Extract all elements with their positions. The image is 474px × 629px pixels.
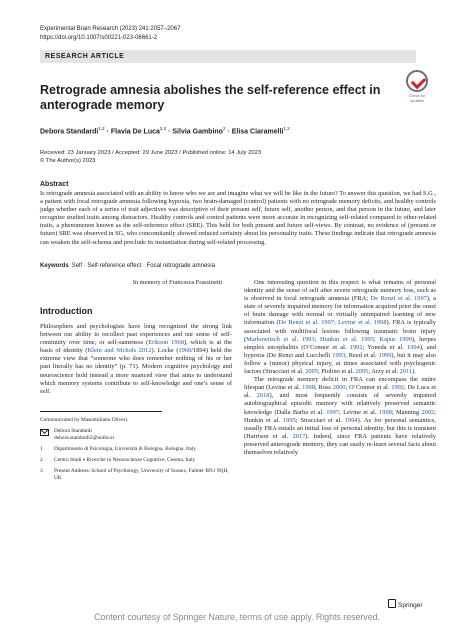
communicated-by: Communicated by Massimiliano Oliveri. [40, 416, 129, 423]
affiliation-text: Dipartimento di Psicologia, Università di Bologna, Bologna, Italy [54, 445, 196, 452]
citation-link[interactable]: Klein and Nichols 2012 [87, 347, 152, 355]
affiliation-number: 3 [40, 467, 43, 474]
check-for-updates-button[interactable] [402, 70, 432, 103]
citation-link[interactable]: 2002 [421, 408, 435, 416]
publisher-logo [388, 599, 423, 610]
footnote-divider [40, 411, 162, 412]
journal-header [40, 25, 180, 43]
abstract-heading: Abstract [40, 181, 69, 188]
citation-link[interactable]: 1995 [282, 416, 296, 424]
affiliation-text: Present Address: School of Psychology, University of Sussex, Falmer BN1 9QH, UK [54, 467, 229, 481]
affiliation-number: 2 [40, 456, 43, 463]
publication-history: Received: 23 January 2023 / Accepted: 29 June 2023 / Published online: 14 July 2023 [40, 150, 262, 156]
check-updates-label: Check for updates [408, 93, 426, 103]
citation-link[interactable]: 1960 [178, 347, 192, 355]
affiliation-item [40, 446, 232, 453]
springer-horse-icon [388, 599, 396, 608]
abstract-body: Is retrograde amnesia associated with an ability to know who we are and imagine what we will be like in the future? To answer this question, we had S.G., a patient with focal retrograde amnesia following hypoxia, two brain-damaged (control) patients with no retrograde memory deficits, and healthy controls judge whether each of a series of trait adjectives was descriptive of their present self, future self, another person, and that person in the future, and later recognize studied traits among distractors. Healthy controls and control patients were more accurate in recognizing self-related compared to other-related traits, a phenomenon known as the self-reference effect (SRE). This held for both present and future self-views. By contrast, no evidence of (present or future) SRE was observed in SG, who concomitantly showed reduced certainty about his personality traits. These findings indicate that retrograde amnesia can weaken the self-schema and preclude its instantiation during self-related processing. [40, 190, 436, 246]
citation-link[interactable]: 1994 [407, 343, 420, 351]
author-affiliation-sup: 1,2 [98, 126, 105, 131]
corresponding-name: Debora Standardi [54, 427, 92, 434]
citation-link[interactable]: 2005 [305, 368, 318, 376]
citation-link[interactable]: 2018 [256, 392, 270, 400]
citation-link[interactable]: 1993 [332, 351, 346, 359]
footer-credit: Content courtesy of Springer Nature, terms of use apply. Rights reserved. [94, 612, 380, 622]
citation-link[interactable]: 2017 [292, 432, 306, 440]
citation-link[interactable]: 2011 [399, 368, 413, 376]
citation-link[interactable]: 1992 [349, 343, 363, 351]
introduction-paragraph: Philosophers and psychologists have long recognized the strong link between our ability to recollect past experiences and our sense of self-continuity over time, or self-sameness (Erikson 1968), which is at the basis of identity (Klein and Nichols 2012). Locke (1960/1894) held the extreme view that “someone who does remember nothing of his or her past literally has no identity” (p. 71). Modern cognitive psychology and neuroscience hold instead a more nuanced view that aims to understand which memory systems contribute to self-knowledge and one’s sense of self. [40, 323, 232, 395]
publisher-name: Springer [398, 602, 423, 609]
left-column [40, 279, 232, 482]
publication-dates [40, 149, 261, 165]
citation-link[interactable]: De Renzi et al. 1997; Levine et al. 1998 [278, 319, 387, 327]
envelope-icon [40, 429, 49, 436]
corresponding-author [40, 428, 232, 442]
author-name[interactable]: Elisa Ciaramelli [231, 128, 284, 136]
body-paragraph: The retrograde memory deficit in FRA can encompass the entire lifespan (Levine et al. 1998; Ross 2000; O’Connor et al. 1992; De Luca et al. 2018), and most frequently consists of severely impaired autobiographical episodic memory with relatively preserved semantic knowledge (Dalla Barba et al. 1997; Levine et al. 1998; Manning 2002; Hunkin et al. 1995; Stracciari et al. 1994). As for personal semantics, usually FRA entails an initial loss of personal identity, but this is transient (Harrison et al. 2017). Indeed, since FRA patients have relatively preserved anterograde memory, they can easily re-learn several facts about themselves relatively [244, 376, 437, 456]
citation-link[interactable]: 1998 [378, 408, 392, 416]
article-title: Retrograde amnesia abolishes the self-reference effect in anterograde memory [40, 83, 381, 112]
author-affiliation-sup: 1,2 [283, 126, 290, 131]
dedication: In memory of Francesca Frassinetti [132, 279, 222, 286]
keywords-list: Self · Self-reference effect · Focal retrograde amnesia [71, 263, 215, 269]
citation-link[interactable]: 1997 [326, 408, 339, 416]
author-name[interactable]: Debora Standardi [40, 128, 99, 136]
affiliation-item [40, 468, 232, 482]
affiliation-number: 1 [40, 445, 43, 452]
affiliation-item [40, 457, 232, 464]
author-list: Debora Standardi$^{1,2}$ · Flavia De Luca$^{2,3}$ · Silvia Gambino$^2$ · Elisa Ciaramelli$^{1,2}$ [40, 126, 290, 136]
citation-link[interactable]: Markowitsch et al. 1993; Hunkin et al. 1995; Kapur 1999 [246, 335, 412, 343]
introduction-heading: Introduction [40, 306, 93, 316]
author-affiliation-sup: 2 [222, 126, 226, 131]
citation-link[interactable]: De Renzi et al. 1997 [370, 295, 427, 303]
author-name[interactable]: Flavia De Luca [110, 128, 160, 136]
citation-link[interactable]: 2000 [332, 384, 346, 392]
right-column [244, 279, 436, 457]
citation-link[interactable]: 1998 [302, 384, 315, 392]
keywords [40, 262, 215, 270]
citation-link[interactable]: 1992 [391, 384, 404, 392]
citation-link[interactable]: 1999 [378, 351, 392, 359]
citation-link[interactable]: 2005 [355, 368, 369, 376]
copyright-line: © The Author(s) 2023 [40, 158, 96, 164]
citation-link[interactable]: 1994 [344, 416, 358, 424]
doi-link[interactable]: https://doi.org/10.1007/s00221-023-06661-2 [40, 35, 158, 41]
affiliation-text: Centro Studi e Ricerche in Neuroscienze Cognitive, Cesena, Italy [54, 456, 196, 463]
body-paragraph: One interesting question in this respect is what remains of personal identity and the sense of self after severe retrograde memory loss, such as is observed in focal retrograde amnesia (FRA; De Renzi et al. 1997), a state of severely impaired memory for information acquired prior the onset of brain damage with normal or virtually unimpaired learning of new information (De Renzi et al. 1997; Levine et al. 1998). FRA is typically associated with multifocal lesions following traumatic brain injury (Markowitsch et al. 1993; Hunkin et al. 1995; Kapur 1999), herpes simplex encephalitis (O’Connor et al. 1992; Yoneda et al. 1994), and hypoxia (De Renzi and Lucchelli 1993; Reed et al. 1999), but it may also follow a (minor) physical injury, at times associated with psychogenic factors (Stracciari et al. 2005; Piolino et al. 2005; Arzy et al. 2011). [244, 279, 436, 376]
check-for-updates-icon [406, 70, 428, 92]
keywords-label: Keywords [40, 263, 69, 269]
citation-link[interactable]: Erikson 1968 [148, 339, 184, 347]
article-type-banner: RESEARCH ARTICLE [40, 50, 416, 63]
corresponding-email[interactable]: debora.standardi2@unibo.it [54, 434, 115, 441]
author-affiliation-sup: 2,3 [159, 126, 167, 131]
author-name[interactable]: Silvia Gambino [172, 128, 223, 136]
journal-line: Experimental Brain Research (2023) 241:2057–2067 [40, 26, 181, 32]
